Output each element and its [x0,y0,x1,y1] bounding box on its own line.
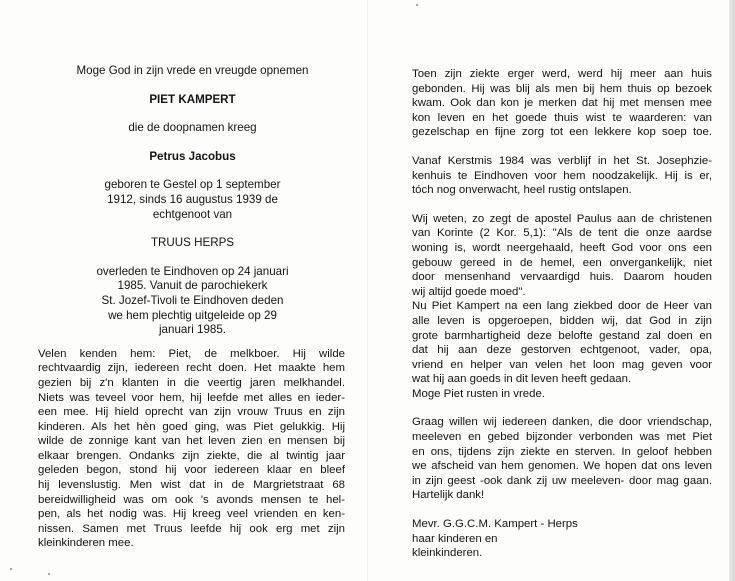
death-line: januari 1985. [158,323,227,337]
death-line: we hem plechtig uitgeleide op 29 [108,308,277,322]
bio-line: Niets was teveel voor hem, hij leefde met alles en ieder- [38,391,345,404]
text-line: vriend en helper van velen het loon mag geven voor [412,358,712,371]
bio-line: wilde de zonnige kant van het leven zien en mensen bij [38,435,345,448]
announcement [40,64,345,338]
signature-line: Mevr. G.G.C.M. Kampert - Herps [412,518,578,531]
text-line: door mensenhand vervaardigd huis. Daarom houden [412,271,712,284]
bio-line: elkaar brengen. Ondanks zijn ziekte, die al twintig jaar [38,449,345,462]
bio-line: hij levenslustig. Men wist dat in de Margrietstraat 68 [38,479,345,492]
text-line: kenhuis te Eindhoven voor hem noodzakelijk. Hij is er, [412,169,712,182]
print-speck [416,4,418,6]
text-line: van Korinte (2 Kor. 5,1): "Als de tent die onze aardse [412,227,712,240]
baptism-names: Petrus Jacobus [149,149,236,163]
text-line: kon leven en het goede thuis wist te waarderen: van [412,111,712,124]
bio-line: een mee. Hij hield oprecht van zijn vrouw Truus en zijn [38,406,345,419]
bio-line: kleinkinderen mee. [38,537,134,550]
deceased-name: PIET KAMPERT [149,92,236,106]
text-line: Nu Piet Kampert na een lang ziekbed door de Heer van [412,300,712,313]
text-line: in zijn geest -ook dank zij uw meeleven- door mag gaan. [412,474,712,487]
bio-line: rechtvaardig zijn, iedereen recht doen. Het maakte hem [38,362,345,375]
paragraph-thanks [412,415,712,503]
bio-line: bereidwilligheid was om ook 's avonds mensen te hel- [38,493,345,506]
bio-line: nissen. Samen met Truus leefde hij ook erg met zijn [38,522,345,535]
fold-line [367,0,368,581]
right-panel [412,67,712,561]
text-line: gebouw gereed in de hemel, een onvergankelijk, niet [412,256,712,269]
paragraph-illness [412,67,712,140]
print-speck [10,568,12,570]
death-line: St. Jozef-Tivoli te Eindhoven deden [101,293,284,307]
baptism-intro: die de doopnamen kreeg [128,121,257,135]
paragraph-hospital [412,154,712,198]
text-line: kwam. Ook dan kon je merken dat hij met mensen mee [412,97,712,110]
text-line: dat hij aan deze gestorven echtgenoot, vader, opa, [412,344,712,357]
text-line: Wij weten, zo zegt de apostel Paulus aan de christenen [412,212,712,225]
text-line: we afscheid van hem genomen. We hopen dat ons leven [412,460,712,473]
text-line: alle leven is opgeroepen, bidden wij, dat God in zijn [412,314,712,327]
text-line: Hartelijk dank! [412,489,485,502]
signature-line: kleinkinderen. [412,547,483,560]
text-line: en ons, tijdens zijn ziekte en sterven. In geloof hebben [412,445,712,458]
text-line: gebonden. Hij was blij als men bij hem thuis op bezoek [412,82,712,95]
birth-line: echtgenoot van [152,207,233,221]
birth-line: geboren te Gestel op 1 september [104,178,281,192]
bio-line: pen, als het nodig was. Hij kreeg veel vrienden en ken- [38,508,345,521]
birth-line: 1912, sinds 16 augustus 1939 de [107,192,278,206]
biography [38,347,345,551]
card-edge [729,0,735,581]
text-line: Vanaf Kerstmis 1984 was verblijf in het St. Josephzie- [412,154,712,167]
left-panel [40,64,345,551]
text-line: wat hij aan goeds in dit leven heeft gedaan. [412,373,632,386]
text-line: meeleven en gebed bijzonder verbonden was met Piet [412,431,712,444]
signature-line: haar kinderen en [412,532,498,545]
text-line: wij altijd goede moed". [412,285,526,298]
text-line: Toen zijn ziekte erger werd, werd hij meer aan huis [412,68,712,80]
bio-line: kinderen. Als het hèn goed ging, was Piet gelukkig. Hij [38,420,345,433]
death-line: 1985. Vanuit de parochiekerk [117,279,268,293]
print-speck [48,573,50,575]
text-line: tóch nog onverwacht, heel rustig ontslapen. [412,184,632,197]
death-line: overleden te Eindhoven op 24 januari [96,264,289,278]
spouse-name: TRUUS HERPS [150,236,235,250]
bio-line: Velen kenden hem: Piet, de melkboer. Hij wilde [38,347,345,360]
text-line: Moge Piet rusten in vrede. [412,387,545,400]
signature-block [412,517,712,561]
text-line: grote barmhartigheid deze belofte gestand zal doen en [412,329,712,342]
intro-line: Moge God in zijn vrede en vreugde opnemen [76,64,309,77]
bio-line: geleden begon, stond hij voor iedereen klaar en bleef [38,464,345,477]
paragraph-scripture [412,212,712,300]
text-line: Graag willen wij iedereen danken, die door vriendschap, [412,416,712,429]
bio-line: gezien bij z'n klanten in die veertig jaren melkhandel. [38,376,345,389]
text-line: woning is, wordt neergehaald, heeft God voor ons een [412,241,712,254]
paragraph-prayer [412,299,712,401]
text-line: gezelschap en fijne zorg tot een lekkere kop soep toe. [412,126,712,139]
